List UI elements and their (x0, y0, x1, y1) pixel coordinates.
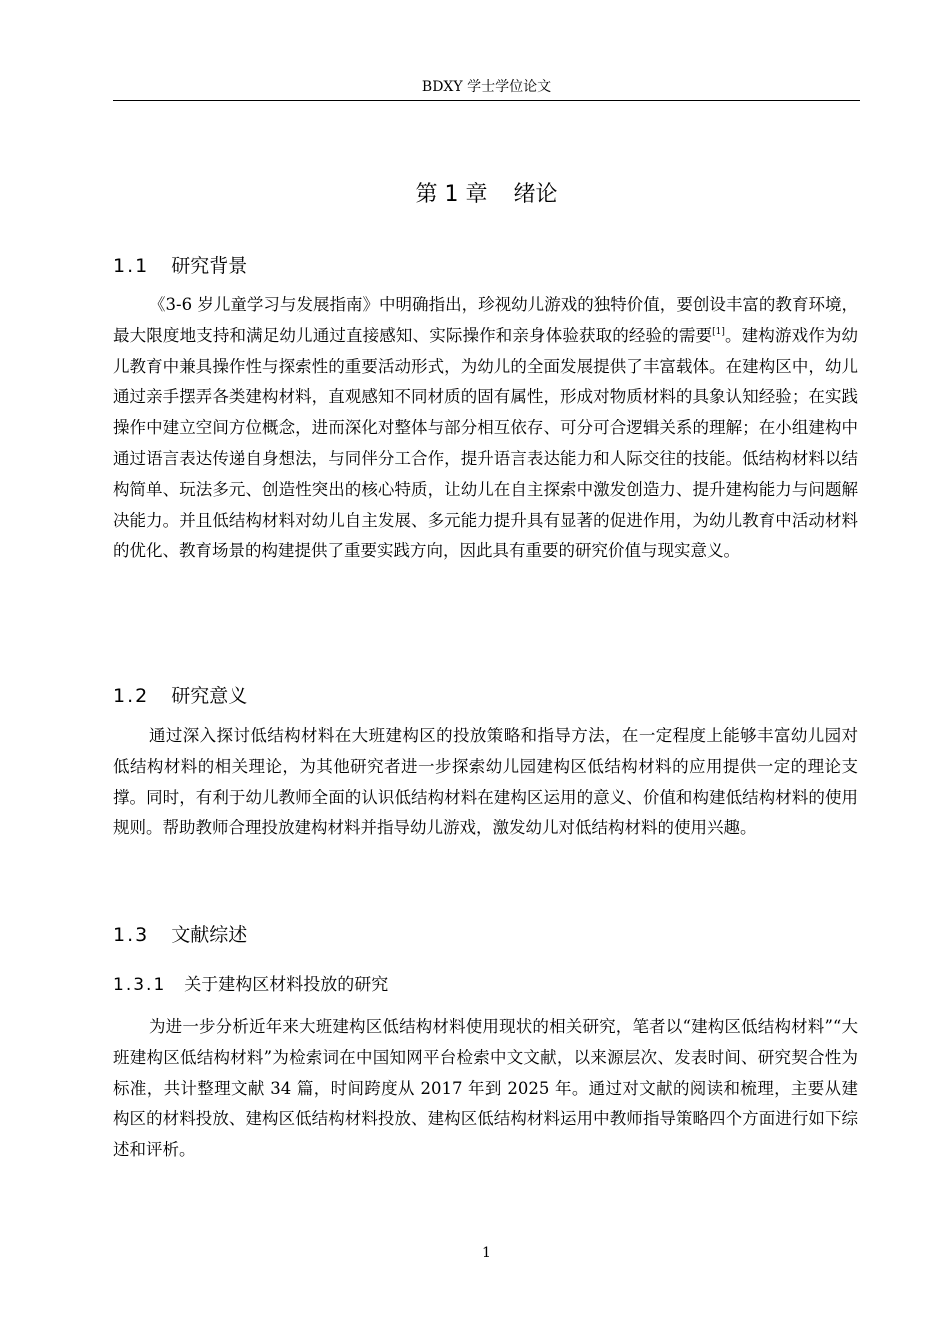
running-header: BDXY 学士学位论文 (421, 79, 552, 95)
section-number: 1.2 (113, 685, 150, 707)
chapter-title: 绪论 (513, 182, 558, 207)
section-number: 1.3 (113, 924, 150, 946)
citation-ref[interactable]: [1] (712, 326, 725, 337)
section-title: 研究背景 (171, 255, 248, 277)
section-title: 研究意义 (171, 685, 248, 707)
section-title: 文献综述 (171, 924, 248, 946)
paragraph-text: 《3-6 岁儿童学习与发展指南》中明确指出，珍视幼儿游戏的独特价值，要创设丰富的教育环境，最大限度地支持和满足幼儿通过直接感知、实际操作和亲身体验获取的经验的需要 (113, 295, 858, 345)
section-heading-1-1 (113, 253, 247, 279)
subsection-title: 关于建构区材料投放的研究 (184, 975, 389, 995)
section-heading-1-3 (113, 922, 247, 948)
header-rule (113, 100, 860, 101)
section-number: 1.1 (113, 255, 150, 277)
chapter-heading (113, 180, 860, 210)
subsection-heading-1-3-1 (113, 973, 388, 997)
subsection-number: 1.3.1 (113, 975, 167, 995)
section-1-1-paragraph (113, 290, 858, 567)
page-number: 1 (482, 1245, 491, 1261)
section-heading-1-2 (113, 683, 247, 709)
section-1-2-paragraph: 通过深入探讨低结构材料在大班建构区的投放策略和指导方法，在一定程度上能够丰富幼儿园对低结构材料的相关理论，为其他研究者进一步探索幼儿园建构区低结构材料的应用提供一定的理论支撑。同时，有利于幼儿教师全面的认识低结构材料在建构区运用的意义、价值和构建低结构材料的使用规则。帮助教师合理投放建构材料并指导幼儿游戏，激发幼儿对低结构材料的使用兴趣。 (113, 726, 858, 838)
chapter-number: 第 1 章 (415, 182, 488, 207)
subsection-1-3-1-paragraph: 为进一步分析近年来大班建构区低结构材料使用现状的相关研究，笔者以“建构区低结构材料”“大班建构区低结构材料”为检索词在中国知网平台检索中文文献，以来源层次、发表时间、研究契合性为标准，共计整理文献 34 篇，时间跨度从 2017 年到 2025 年。通过对文献的阅读和梳理，主要从建构区的材料投放、建构区低结构材料投放、建构区低结构材料运用中教师指导策略四个方面进行如下综述和评析。 (113, 1017, 858, 1160)
paragraph-text: 。建构游戏作为幼儿教育中兼具操作性与探索性的重要活动形式，为幼儿的全面发展提供了丰富载体。在建构区中，幼儿通过亲手摆弄各类建构材料，直观感知不同材质的固有属性，形成对物质材料的具象认知经验；在实践操作中建立空间方位概念，进而深化对整体与部分相互依存、可分可合逻辑关系的理解；在小组建构中通过语言表达传递自身想法，与同伴分工合作，提升语言表达能力和人际交往的技能。低结构材料以结构简单、玩法多元、创造性突出的核心特质，让幼儿在自主探索中激发创造力、提升建构能力与问题解决能力。并且低结构材料对幼儿自主发展、多元能力提升具有显著的促进作用，为幼儿教育中活动材料的优化、教育场景的构建提供了重要实践方向，因此具有重要的研究价值与现实意义。 (113, 325, 859, 561)
